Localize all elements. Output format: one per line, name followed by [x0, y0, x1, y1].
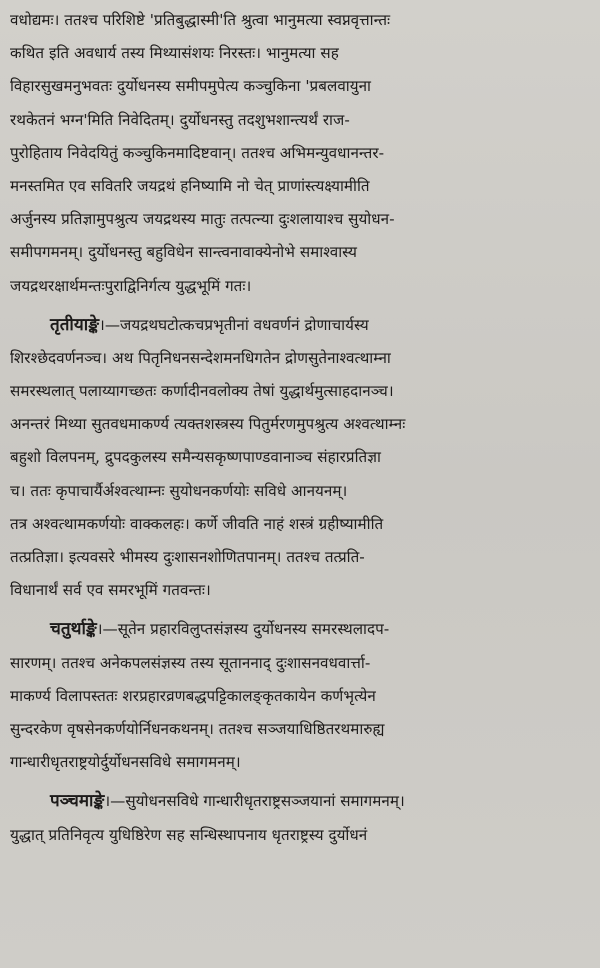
- text-line: समरस्थलात् पलाय्यागच्छतः कर्णादीनवलोक्य तेषां युद्धार्थमुत्साहदानञ्च।: [10, 382, 394, 401]
- text-line: कथित इति अवधार्य तस्य मिथ्यासंशयः निरस्तः। भानुमत्या सह: [10, 44, 339, 63]
- act-4-first-line: ।—सूतेन प्रहारविलुप्तसंज्ञस्य दुर्योधनस्य समरस्थलादप-: [96, 620, 390, 639]
- text-line: शिरश्छेदवर्णनञ्च। अथ पितृनिधनसन्देशमनधिगतेन द्रोणसुतेनाश्वत्थाम्ना: [10, 348, 391, 367]
- text-line: समीपगमनम्। दुर्योधनस्तु बहुविधेन सान्त्वनावाक्येनोभे समाश्वास्य: [10, 243, 357, 262]
- text-line: बहुशो विलपनम्, द्रुपदकुलस्य समैन्यसकृष्णपाण्डवानाञ्च संहारप्रतिज्ञा: [10, 448, 381, 467]
- text-line: रथकेतनं भग्न'मिति निवेदितम्। दुर्योधनस्तु तदशुभशान्त्यर्थं राज-: [10, 110, 350, 129]
- text-line: तत्प्रतिज्ञा। इत्यवसरे भीमस्य दुःशासनशोणितपानम्। ततश्च तत्प्रति-: [10, 548, 365, 566]
- paragraph-act-4: [10, 613, 590, 779]
- text-line: विधानार्थं सर्व एव समरभूमिं गतवन्तः।: [10, 581, 211, 600]
- act-4-heading: चतुर्थाङ्के: [50, 619, 97, 640]
- text-line: तत्र अश्वत्थामकर्णयोः वाक्कलहः। कर्णे जीवति नाहं शस्त्रं ग्रहीष्यामीति: [10, 514, 384, 533]
- text-line: युद्धात् प्रतिनिवृत्य युधिष्ठिरेण सह सन्धिस्थापनाय धृतराष्ट्रस्य दुर्योधनं: [10, 825, 368, 844]
- paragraph-act-3: [10, 309, 590, 608]
- act-heading-line: [10, 785, 590, 818]
- act-3-heading: तृतीयाङ्के: [50, 314, 100, 335]
- act-heading-line: [10, 309, 590, 342]
- text-line: वधोद्यमः। ततश्च परिशिष्टे 'प्रतिबुद्धास्मी'ति श्रुत्वा भानुमत्या स्वप्नवृत्तान्तः: [10, 11, 391, 29]
- text-line: सारणम्। ततश्च अनेकपलसंज्ञस्य तस्य सूताननाद् दुःशासनवधवार्त्ता-: [10, 653, 371, 672]
- text-line: अनन्तरं मिथ्या सुतवधमाकर्ण्य त्यक्तशस्त्रस्य पितुर्मरणमुपश्रुत्य अश्वत्थाम्नः: [10, 415, 406, 434]
- text-line: च। ततः कृपाचार्यैर्अश्वत्थाम्नः सुयोधनकर्णयोः सविधे आनयनम्।: [10, 481, 348, 500]
- text-line: विहारसुखमनुभवतः दुर्योधनस्य समीपमुपेत्य कञ्चुकिना 'प्रबलवायुना: [10, 77, 372, 96]
- act-5-first-line: ।—सुयोधनसविधे गान्धारीधृतराष्ट्रसञ्जयानां समागमनम्।: [104, 792, 405, 811]
- text-line: सुन्दरकेण वृषसेनकर्णयोर्निधनकथनम्। ततश्च सञ्जयाधिष्ठितरथमारुह्य: [10, 719, 385, 738]
- act-5-heading: पञ्चमाङ्के: [50, 791, 105, 812]
- text-line: जयद्रथरक्षार्थमन्तःपुराद्विनिर्गत्य युद्धभूमिं गतः।: [10, 276, 252, 295]
- paragraph-act-5: [10, 785, 590, 851]
- paragraph-intro: [10, 4, 590, 303]
- text-line: मनस्तमित एव सवितरि जयद्रथं हनिष्यामि नो चेत् प्राणांस्त्यक्ष्यामीति: [10, 176, 370, 195]
- text-line: माकर्ण्य विलापस्ततः शरप्रहारव्रणबद्धपट्टिकालङ्कृतकायेन कर्णभृत्येन: [10, 686, 376, 705]
- text-line: पुरोहिताय निवेदयितुं कञ्चुकिनमादिष्टवान्। ततश्च अभिमन्युवधानन्तर-: [10, 143, 385, 162]
- act-heading-line: [10, 613, 590, 646]
- act-3-first-line: ।—जयद्रथघटोत्कचप्रभृतीनां वधवर्णनं द्रोणाचार्यस्य: [99, 315, 369, 334]
- text-line: अर्जुनस्य प्रतिज्ञामुपश्रुत्य जयद्रथस्य मातुः तत्पत्न्या दुःशलायाश्च सुयोधन-: [10, 210, 395, 229]
- text-line: गान्धारीधृतराष्ट्रयोर्दुर्योधनसविधे समागमनम्।: [10, 753, 241, 772]
